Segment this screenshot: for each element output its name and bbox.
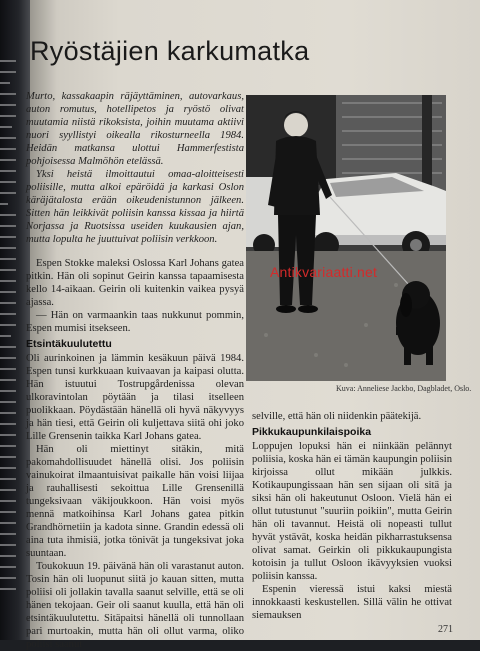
book-page	[26, 0, 480, 650]
left-column	[26, 90, 244, 651]
photo-illustration	[246, 95, 446, 381]
body-paragraph: Espenin vieressä istui kaksi miestä innokkaasti keskustellen. Sillä välin he ottivat siemauksen	[252, 584, 452, 621]
body-paragraph: Loppujen lopuksi hän ei niinkään pelännyt poliisia, koska hän ei tämän kaupungin poliisin kirjoissa ollut mikään julkkis. Kotikaupungissaan hän sen sijaan oli sitä ja siksi hän oli hakeutunut Osloon. Vielä hän ei ollut tutustunut "suuriin poikiin", mutta Geirin hän oli tavannut. Heistä oli nopeasti tullut hyvät ystävät, koska heidän pikharrastuksensa olivat samat. Geirkin oli pikkukaupungista kotoisin ja tullut Osloon ikävyyksien vuoksi poliisin kanssa.	[252, 441, 452, 582]
body-paragraph: Espen Stokke maleksi Oslossa Karl Johans gatea pitkin. Hän oli sopinut Geirin kanssa tapaamisesta kello 14-aikaan. Geirin oli kuitenkin vaikea pysyä ajassa.	[26, 258, 244, 308]
body-paragraph: Toukokuun 19. päivänä hän oli varastanut auton. Tosin hän oli luopunut siitä jo kauan sitten, mutta poliisi oli jollakin tavalla saanut selville, että se oli hänen tekojaan. Geir oli saanut kuulla, että hän oli etsintäkuulutettu. Sitäpaitsi hänellä oli tunnollaan pari murtoakin, mutta hän oli ollut varma, oliko poliisi saanut	[26, 561, 244, 650]
previous-page-text-fragments	[0, 60, 22, 599]
body-paragraph: — Hän on varmaankin taas nukkunut pommin, Espen mumisi itsekseen.	[26, 310, 244, 334]
police-dog-photo	[246, 95, 446, 381]
intro-paragraph: Yksi heistä ilmoittautui omaa-aloitteisesti poliisille, mutta alkoi epäröidä ja karkasi Oslon käräjätalosta erään oikeudenistunnon jälkeen. Sitten hän leikkivät poliisin kanssa kissaa ja hiirtä Norjassa ja Ruotsissa useiden kuukausien ajan, mutta lopulta he juuttuivat poliisin verkkoon.	[26, 169, 244, 245]
page-number: 271	[438, 624, 453, 635]
section-heading: Etsintäkuulutettu	[26, 338, 112, 350]
body-paragraph: Oli aurinkoinen ja lämmin kesäkuun päivä 1984. Espen tunsi kurkkuaan kuivaavan ja kaipasi olutta. Hän istuutui Tostrupgårdenissa olevan ulkoravintolan pöytään ja tilasi itselleen puolikkaan. Pöydästään hänellä oli hyvä näkyvyys ja hän tiesi, että Geirin oli kuljettava siitä ohi joko Lille Grensenin taikka Karl Johans gatea.	[26, 353, 244, 442]
intro-paragraph: Murto, kassakaapin räjäyttäminen, autovarkaus, auton romutus, hotellipetos ja ryöstö olivat muutamia niistä rikoksista, joihin muutama aktiivi nuori syyllistyi oikealla rikosturneella 1984. Heidän matkansa ulottui Hammerfestista pohjoisessa Malmöhön etelässä.	[26, 91, 244, 167]
photo-caption: Kuva: Anneliese Jackbo, Dagbladet, Oslo.	[336, 384, 472, 393]
watermark-text: Antikvariaatti.net	[270, 264, 378, 280]
chapter-title: Ryöstäjien karkumatka	[30, 36, 310, 66]
body-paragraph: Hän oli miettinyt sitäkin, mitä pakomahdollisuudet hänellä olisi. Jos poliisin vainukoirat ilmaantuisivat paikalle hän voisi liijaa ja rauhallisesti sekoittua Lille Grensenillä tungeksivaan väkijoukkoon. Hän voisi myös mennä matkoihinsa Karl Johans gatea pitkin Grandhörnetiin ja kadota sinne. Grandin edessä oli aina tuta ihmisiä, jotka tönivät ja tungeksivat joka suuntaan.	[26, 444, 244, 559]
right-column	[252, 410, 452, 622]
body-paragraph: selville, että hän oli niidenkin päätekijä.	[252, 411, 422, 422]
section-heading: Pikkukaupunkilaispoika	[252, 426, 372, 438]
intro-block	[26, 90, 244, 246]
